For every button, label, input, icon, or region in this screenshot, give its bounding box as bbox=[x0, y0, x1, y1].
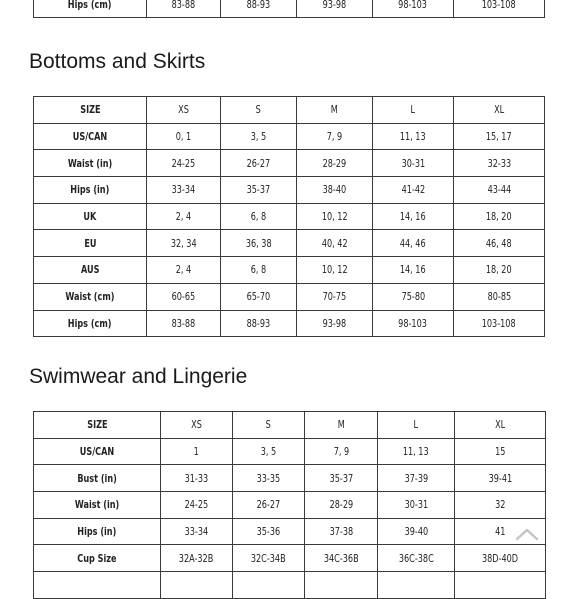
cell-text: 3, 5 bbox=[250, 130, 267, 144]
cell-text: 31-33 bbox=[184, 471, 209, 485]
size-value-cell bbox=[147, 257, 221, 284]
size-value-cell bbox=[233, 572, 305, 599]
bottoms-size-row bbox=[34, 97, 545, 124]
swim-size-row bbox=[34, 492, 546, 519]
cell-text: Waist (in) bbox=[67, 156, 113, 170]
row-label-cell bbox=[34, 572, 161, 599]
size-value-cell bbox=[161, 518, 233, 545]
size-value-cell bbox=[454, 203, 545, 230]
size-value-cell bbox=[147, 150, 221, 177]
size-value-cell bbox=[221, 230, 297, 257]
swimwear-size-table bbox=[33, 411, 546, 599]
cell-text: 83-88 bbox=[171, 316, 196, 330]
cell-text: 32C-34B bbox=[251, 551, 286, 565]
cell-text: 33-34 bbox=[171, 183, 196, 197]
size-value-cell bbox=[373, 203, 454, 230]
cell-text: 18, 20 bbox=[486, 210, 512, 224]
cell-text: 6, 8 bbox=[250, 263, 267, 277]
cell-text: US/CAN bbox=[79, 445, 115, 459]
cell-text: 46, 48 bbox=[486, 236, 512, 250]
cell-text: Hips (in) bbox=[70, 183, 110, 197]
cell-text: 103-108 bbox=[482, 0, 516, 11]
size-value-cell bbox=[454, 97, 545, 124]
size-value-cell bbox=[305, 518, 378, 545]
cell-text: 39-40 bbox=[404, 525, 428, 539]
cell-text: SIZE bbox=[86, 418, 108, 432]
scroll-to-top-button[interactable] bbox=[513, 525, 541, 543]
size-value-cell bbox=[221, 203, 297, 230]
cell-text: UK bbox=[83, 210, 97, 224]
cell-text: 6, 8 bbox=[250, 210, 267, 224]
size-value-cell bbox=[378, 412, 455, 439]
cell-text: 60-65 bbox=[171, 290, 196, 304]
size-value-cell bbox=[373, 0, 454, 18]
cell-text: XS bbox=[178, 103, 189, 117]
chevron-up-icon bbox=[515, 527, 539, 541]
cell-text: 36, 38 bbox=[245, 236, 272, 250]
size-value-cell bbox=[297, 177, 373, 204]
size-value-cell bbox=[305, 572, 378, 599]
cell-text: 28-29 bbox=[322, 156, 347, 170]
size-value-cell bbox=[297, 310, 373, 337]
row-label-cell bbox=[34, 492, 161, 519]
cell-text: Hips (cm) bbox=[68, 0, 112, 11]
size-value-cell bbox=[161, 465, 233, 492]
size-value-cell bbox=[454, 310, 545, 337]
cell-text: 36C-38C bbox=[398, 551, 434, 565]
cell-text: 39-41 bbox=[488, 471, 512, 485]
cell-text: 70-75 bbox=[322, 290, 347, 304]
row-label-cell bbox=[34, 203, 147, 230]
cell-text: 37-38 bbox=[329, 525, 353, 539]
size-value-cell bbox=[373, 97, 454, 124]
section-title-bottoms-and-skirts: Bottoms and Skirts bbox=[29, 50, 206, 73]
row-label-cell bbox=[34, 283, 147, 310]
cell-text: 34C-36B bbox=[323, 551, 359, 565]
row-label-cell bbox=[34, 465, 161, 492]
size-value-cell bbox=[378, 572, 455, 599]
cell-text: 2, 4 bbox=[175, 263, 192, 277]
size-value-cell bbox=[305, 492, 378, 519]
size-value-cell bbox=[297, 97, 373, 124]
size-value-cell bbox=[373, 123, 454, 150]
bottoms-size-row bbox=[34, 123, 545, 150]
cell-text: US/CAN bbox=[72, 130, 108, 144]
row-label-cell bbox=[34, 0, 147, 18]
size-value-cell bbox=[305, 545, 378, 572]
size-value-cell bbox=[373, 257, 454, 284]
swim-size-row bbox=[34, 545, 546, 572]
row-label-cell bbox=[34, 412, 161, 439]
cell-text: 26-27 bbox=[246, 156, 271, 170]
section-title-swimwear-and-lingerie: Swimwear and Lingerie bbox=[29, 365, 248, 388]
cell-text: M bbox=[330, 103, 338, 117]
size-value-cell bbox=[297, 230, 373, 257]
cell-text: 88-93 bbox=[246, 0, 271, 11]
size-value-cell bbox=[454, 177, 545, 204]
cell-text: S bbox=[255, 103, 262, 117]
swim-size-row bbox=[34, 412, 546, 439]
size-value-cell bbox=[297, 283, 373, 310]
cell-text: 2, 4 bbox=[175, 210, 192, 224]
bottoms-size-row bbox=[34, 150, 545, 177]
size-value-cell bbox=[221, 310, 297, 337]
cell-text: 14, 16 bbox=[400, 263, 426, 277]
size-value-cell bbox=[373, 177, 454, 204]
cell-text: 33-34 bbox=[184, 525, 209, 539]
size-value-cell bbox=[455, 572, 546, 599]
size-value-cell bbox=[161, 438, 233, 465]
size-value-cell bbox=[454, 0, 545, 18]
cell-text: Bust (in) bbox=[77, 471, 117, 485]
cell-text: 26-27 bbox=[256, 498, 281, 512]
cell-text: 10, 12 bbox=[321, 263, 348, 277]
size-value-cell bbox=[221, 257, 297, 284]
size-value-cell bbox=[221, 177, 297, 204]
size-value-cell bbox=[233, 438, 305, 465]
cell-text: 35-36 bbox=[256, 525, 281, 539]
cell-text: 40, 42 bbox=[321, 236, 348, 250]
cell-text: 98-103 bbox=[398, 316, 428, 330]
cell-text: 41 bbox=[494, 525, 506, 539]
size-value-cell bbox=[373, 150, 454, 177]
cell-text: Hips (in) bbox=[77, 525, 117, 539]
cell-text: 37-39 bbox=[404, 471, 428, 485]
cell-text: Waist (in) bbox=[74, 498, 120, 512]
size-value-cell bbox=[221, 283, 297, 310]
size-value-cell bbox=[147, 230, 221, 257]
cell-text: 15 bbox=[494, 445, 506, 459]
cell-text: 10, 12 bbox=[321, 210, 348, 224]
cell-text: M bbox=[337, 418, 345, 432]
cell-text: 14, 16 bbox=[400, 210, 426, 224]
size-value-cell bbox=[147, 0, 221, 18]
cell-text: L bbox=[410, 103, 416, 117]
cell-text: 35-37 bbox=[329, 471, 353, 485]
size-value-cell bbox=[161, 412, 233, 439]
size-value-cell bbox=[233, 492, 305, 519]
size-value-cell bbox=[233, 465, 305, 492]
cell-text: 32-33 bbox=[487, 156, 511, 170]
size-value-cell bbox=[373, 310, 454, 337]
size-value-cell bbox=[455, 438, 546, 465]
size-value-cell bbox=[221, 150, 297, 177]
size-value-cell bbox=[147, 97, 221, 124]
cell-text: 24-25 bbox=[184, 498, 209, 512]
size-value-cell bbox=[233, 518, 305, 545]
cell-text: 35-37 bbox=[246, 183, 271, 197]
cell-text: Cup Size bbox=[77, 551, 117, 565]
size-value-cell bbox=[373, 230, 454, 257]
cell-text: 98-103 bbox=[398, 0, 428, 11]
bottoms-size-row bbox=[34, 230, 545, 257]
size-value-cell bbox=[378, 492, 455, 519]
size-value-cell bbox=[305, 465, 378, 492]
row-label-cell bbox=[34, 177, 147, 204]
size-value-cell bbox=[373, 283, 454, 310]
size-value-cell bbox=[297, 123, 373, 150]
size-value-cell bbox=[147, 123, 221, 150]
row-label-cell bbox=[34, 545, 161, 572]
row-label-cell bbox=[34, 230, 147, 257]
cell-text: 93-98 bbox=[322, 0, 347, 11]
cell-text: 93-98 bbox=[322, 316, 347, 330]
cell-text: 30-31 bbox=[404, 498, 428, 512]
swim-size-row bbox=[34, 465, 546, 492]
size-value-cell bbox=[221, 123, 297, 150]
size-value-cell bbox=[147, 310, 221, 337]
cell-text: 41-42 bbox=[401, 183, 425, 197]
swim-size-row bbox=[34, 518, 546, 545]
size-value-cell bbox=[161, 572, 233, 599]
size-value-cell bbox=[221, 97, 297, 124]
bottoms-size-table bbox=[33, 96, 545, 337]
top-size-table bbox=[33, 0, 545, 18]
size-value-cell bbox=[454, 123, 545, 150]
cell-text: 1 bbox=[193, 445, 200, 459]
cell-text: 38D-40D bbox=[481, 551, 519, 565]
cell-text: 83-88 bbox=[171, 0, 196, 11]
size-value-cell bbox=[221, 0, 297, 18]
size-value-cell bbox=[297, 0, 373, 18]
size-value-cell bbox=[455, 492, 546, 519]
size-value-cell bbox=[378, 438, 455, 465]
size-value-cell bbox=[455, 545, 546, 572]
cell-text: XL bbox=[494, 418, 506, 432]
cell-text: 11, 13 bbox=[403, 445, 429, 459]
cell-text: XS bbox=[191, 418, 202, 432]
bottoms-size-row bbox=[34, 283, 545, 310]
cell-text: SIZE bbox=[79, 103, 101, 117]
size-value-cell bbox=[454, 230, 545, 257]
cell-text: 32, 34 bbox=[170, 236, 197, 250]
size-value-cell bbox=[147, 177, 221, 204]
cell-text: 11, 13 bbox=[400, 130, 426, 144]
row-label-cell bbox=[34, 257, 147, 284]
cell-text: 65-70 bbox=[246, 290, 271, 304]
size-value-cell bbox=[454, 283, 545, 310]
top-size-row bbox=[34, 0, 545, 18]
cell-text: 24-25 bbox=[171, 156, 196, 170]
cell-text: 80-85 bbox=[487, 290, 511, 304]
size-value-cell bbox=[147, 283, 221, 310]
size-value-cell bbox=[455, 412, 546, 439]
row-label-cell bbox=[34, 97, 147, 124]
cell-text: L bbox=[413, 418, 419, 432]
cell-text: 44, 46 bbox=[400, 236, 426, 250]
size-value-cell bbox=[297, 150, 373, 177]
cell-text: 33-35 bbox=[256, 471, 281, 485]
cell-text: XL bbox=[493, 103, 505, 117]
size-value-cell bbox=[233, 412, 305, 439]
cell-text: 38-40 bbox=[322, 183, 347, 197]
size-value-cell bbox=[147, 203, 221, 230]
cell-text: EU bbox=[83, 236, 97, 250]
cell-text: 7, 9 bbox=[326, 130, 343, 144]
cell-text: 28-29 bbox=[329, 498, 353, 512]
cell-text: S bbox=[265, 418, 272, 432]
cell-text: Hips (cm) bbox=[68, 316, 112, 330]
size-value-cell bbox=[161, 492, 233, 519]
size-value-cell bbox=[378, 465, 455, 492]
cell-text: 103-108 bbox=[482, 316, 516, 330]
size-value-cell bbox=[297, 203, 373, 230]
size-value-cell bbox=[305, 412, 378, 439]
bottoms-size-row bbox=[34, 203, 545, 230]
size-value-cell bbox=[233, 545, 305, 572]
cell-text: 7, 9 bbox=[333, 445, 349, 459]
row-label-cell bbox=[34, 518, 161, 545]
cell-text: AUS bbox=[80, 263, 100, 277]
size-value-cell bbox=[305, 438, 378, 465]
row-label-cell bbox=[34, 150, 147, 177]
row-label-cell bbox=[34, 310, 147, 337]
row-label-cell bbox=[34, 438, 161, 465]
size-value-cell bbox=[378, 518, 455, 545]
cell-text: 15, 17 bbox=[486, 130, 512, 144]
cell-text: 18, 20 bbox=[486, 263, 512, 277]
cell-text: 75-80 bbox=[401, 290, 425, 304]
bottoms-size-row bbox=[34, 310, 545, 337]
bottoms-size-row bbox=[34, 177, 545, 204]
size-value-cell bbox=[297, 257, 373, 284]
size-value-cell bbox=[378, 545, 455, 572]
cell-text: 43-44 bbox=[487, 183, 511, 197]
cell-text: 30-31 bbox=[401, 156, 425, 170]
cell-text: 88-93 bbox=[246, 316, 271, 330]
size-value-cell bbox=[454, 150, 545, 177]
cell-text: Waist (cm) bbox=[65, 290, 115, 304]
cell-text: 3, 5 bbox=[260, 445, 277, 459]
swim-size-row bbox=[34, 572, 546, 599]
row-label-cell bbox=[34, 123, 147, 150]
bottoms-size-row bbox=[34, 257, 545, 284]
size-value-cell bbox=[454, 257, 545, 284]
cell-text: 32 bbox=[494, 498, 506, 512]
cell-text: 32A-32B bbox=[179, 551, 214, 565]
size-value-cell bbox=[161, 545, 233, 572]
swim-size-row bbox=[34, 438, 546, 465]
size-value-cell bbox=[455, 465, 546, 492]
cell-text: 0, 1 bbox=[175, 130, 192, 144]
